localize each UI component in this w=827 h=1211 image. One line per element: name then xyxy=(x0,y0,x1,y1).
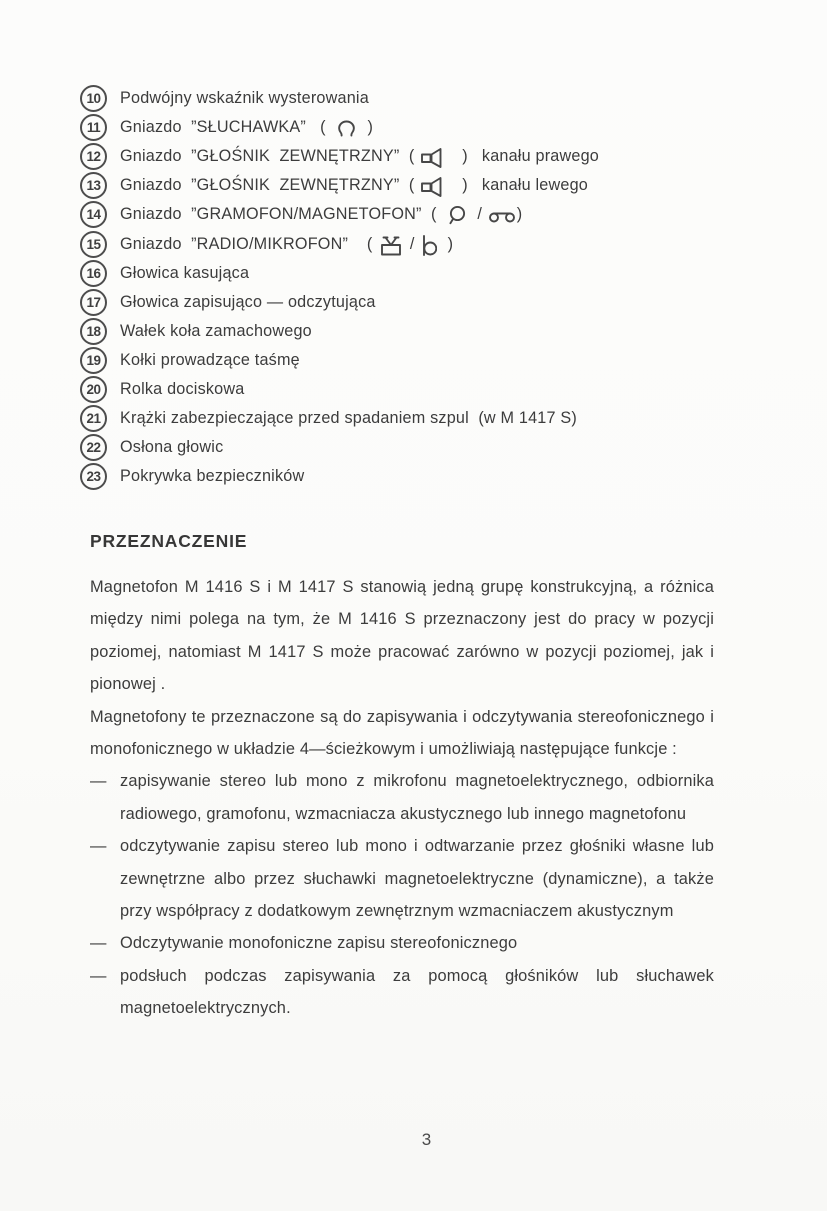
item-number-badge: 19 xyxy=(80,347,107,374)
item-text-segment: Gniazdo ”SŁUCHAWKA” ( xyxy=(120,118,336,137)
item-text-segment: Wałek koła zamachowego xyxy=(120,321,312,340)
parts-list-item xyxy=(80,317,760,346)
bullet-item xyxy=(90,830,714,927)
item-number-badge: 21 xyxy=(80,405,107,432)
item-number-badge: 17 xyxy=(80,289,107,316)
item-label xyxy=(120,233,453,256)
item-text-segment: Głowica kasująca xyxy=(120,263,250,282)
gramophone-icon xyxy=(447,205,467,227)
parts-list-item xyxy=(80,288,760,317)
item-label xyxy=(120,409,577,428)
item-text-segment: Gniazdo ”GRAMOFON/MAGNETOFON” ( xyxy=(120,205,446,224)
bullet-item xyxy=(90,927,714,959)
item-number-badge: 14 xyxy=(80,201,107,228)
item-number-badge: 22 xyxy=(80,434,107,461)
item-text-segment: ) kanału prawego xyxy=(448,147,599,166)
item-number-badge: 20 xyxy=(80,376,107,403)
item-text-segment: ) kanału lewego xyxy=(448,176,588,195)
item-label xyxy=(120,204,522,226)
bullet-item xyxy=(90,765,714,830)
item-number-badge: 12 xyxy=(80,143,107,170)
item-number-badge: 18 xyxy=(80,318,107,345)
body-paragraph: Magnetofony te przeznaczone są do zapisywania i odczytywania stereofonicznego i monofonicznego w układzie 4—ścieżkowym i umożliwiają następujące funkcje : xyxy=(90,707,714,759)
bullet-item xyxy=(90,960,714,1025)
bullet-dash-marker: — xyxy=(90,772,107,791)
item-number-badge: 15 xyxy=(80,231,107,258)
item-text-segment: Głowica zapisująco — odczytująca xyxy=(120,292,376,311)
item-label xyxy=(120,380,244,399)
item-label xyxy=(120,293,376,312)
item-label xyxy=(120,322,312,341)
parts-list-item xyxy=(80,200,760,229)
item-label xyxy=(120,175,588,197)
section-heading: PRZEZNACZENIE xyxy=(90,531,248,551)
item-label xyxy=(120,117,373,138)
item-number-badge: 10 xyxy=(80,85,107,112)
bullet-text: Odczytywanie monofoniczne zapisu stereofonicznego xyxy=(120,934,518,953)
bullet-text: odczytywanie zapisu stereo lub mono i odtwarzanie przez głośniki własne lub zewnętrzne albo przez słuchawki magnetoelektryczne (dynamiczne), a także przy współpracy z dodatkowym zewnętrznym wzmacniaczem akustycznym xyxy=(120,837,714,921)
item-text-segment: Gniazdo ”GŁOŚNIK ZEWNĘTRZNY” ( xyxy=(120,147,420,166)
item-text-segment: Gniazdo ”RADIO/MIKROFON” ( xyxy=(120,234,378,253)
item-label xyxy=(120,438,223,457)
parts-list-item xyxy=(80,433,760,462)
item-text-segment: Pokrywka bezpieczników xyxy=(120,467,305,486)
item-label xyxy=(120,467,304,486)
item-text-segment: Kołki prowadzące taśmę xyxy=(120,350,300,369)
speaker-icon xyxy=(420,147,447,169)
radio-icon xyxy=(378,234,404,257)
parts-list-item xyxy=(80,229,760,258)
bullet-dash-marker: — xyxy=(90,837,107,856)
bullet-text: podsłuch podczas zapisywania za pomocą głośników lub słuchawek magnetoelektrycznych. xyxy=(120,966,714,1018)
item-text-segment: ) xyxy=(438,234,454,253)
parts-list-item xyxy=(80,113,760,142)
parts-list xyxy=(80,84,760,491)
parts-list-item xyxy=(80,346,760,375)
body-paragraph: Magnetofon M 1416 S i M 1417 S stanowią jedną grupę konstrukcyjną, a różnica między nimi polega na tym, że M 1416 S przeznaczony jest do pracy w pozycji poziomej, natomiast M 1417 S może pracować zarówno w pozycji poziomej, jak i pionowej . xyxy=(90,578,714,694)
item-label xyxy=(120,264,249,283)
item-text-segment: / xyxy=(405,234,420,253)
bullet-dash-marker: — xyxy=(90,934,107,953)
item-text-segment: Rolka dociskowa xyxy=(120,379,245,398)
item-text-segment: Podwójny wskaźnik wysterowania xyxy=(120,89,369,108)
item-number-badge: 11 xyxy=(80,114,107,141)
page-number: 3 xyxy=(421,1130,432,1149)
item-label xyxy=(120,89,369,108)
parts-list-item xyxy=(80,84,760,113)
speaker-icon xyxy=(420,176,447,198)
item-label xyxy=(120,146,599,168)
item-text-segment: ) xyxy=(358,118,374,137)
parts-list-item xyxy=(80,142,760,171)
bullet-text: zapisywanie stereo lub mono z mikrofonu magnetoelektrycznego, odbiornika radiowego, gramofonu, wzmacniacza akustycznego lub innego magnetofonu xyxy=(120,772,714,823)
tape-reels-icon xyxy=(488,207,516,224)
item-text-segment: Krążki zabezpieczające przed spadaniem szpul (w M 1417 S) xyxy=(120,409,577,428)
bullet-dash-marker: — xyxy=(90,966,107,985)
section-paragraphs xyxy=(90,571,714,1025)
item-label xyxy=(120,351,300,370)
parts-list-item xyxy=(80,462,760,491)
item-text-segment: Osłona głowic xyxy=(120,438,224,457)
item-text-segment: ) xyxy=(516,205,523,224)
item-text-segment: Gniazdo ”GŁOŚNIK ZEWNĘTRZNY” ( xyxy=(120,176,420,195)
microphone-icon xyxy=(420,234,437,257)
item-number-badge: 16 xyxy=(80,260,107,287)
item-text-segment: / xyxy=(467,205,487,224)
parts-list-item xyxy=(80,259,760,288)
item-number-badge: 23 xyxy=(80,463,107,490)
item-number-badge: 13 xyxy=(80,172,107,199)
headphones-icon xyxy=(336,118,357,139)
parts-list-item xyxy=(80,404,760,433)
parts-list-item xyxy=(80,375,760,404)
parts-list-item xyxy=(80,171,760,200)
